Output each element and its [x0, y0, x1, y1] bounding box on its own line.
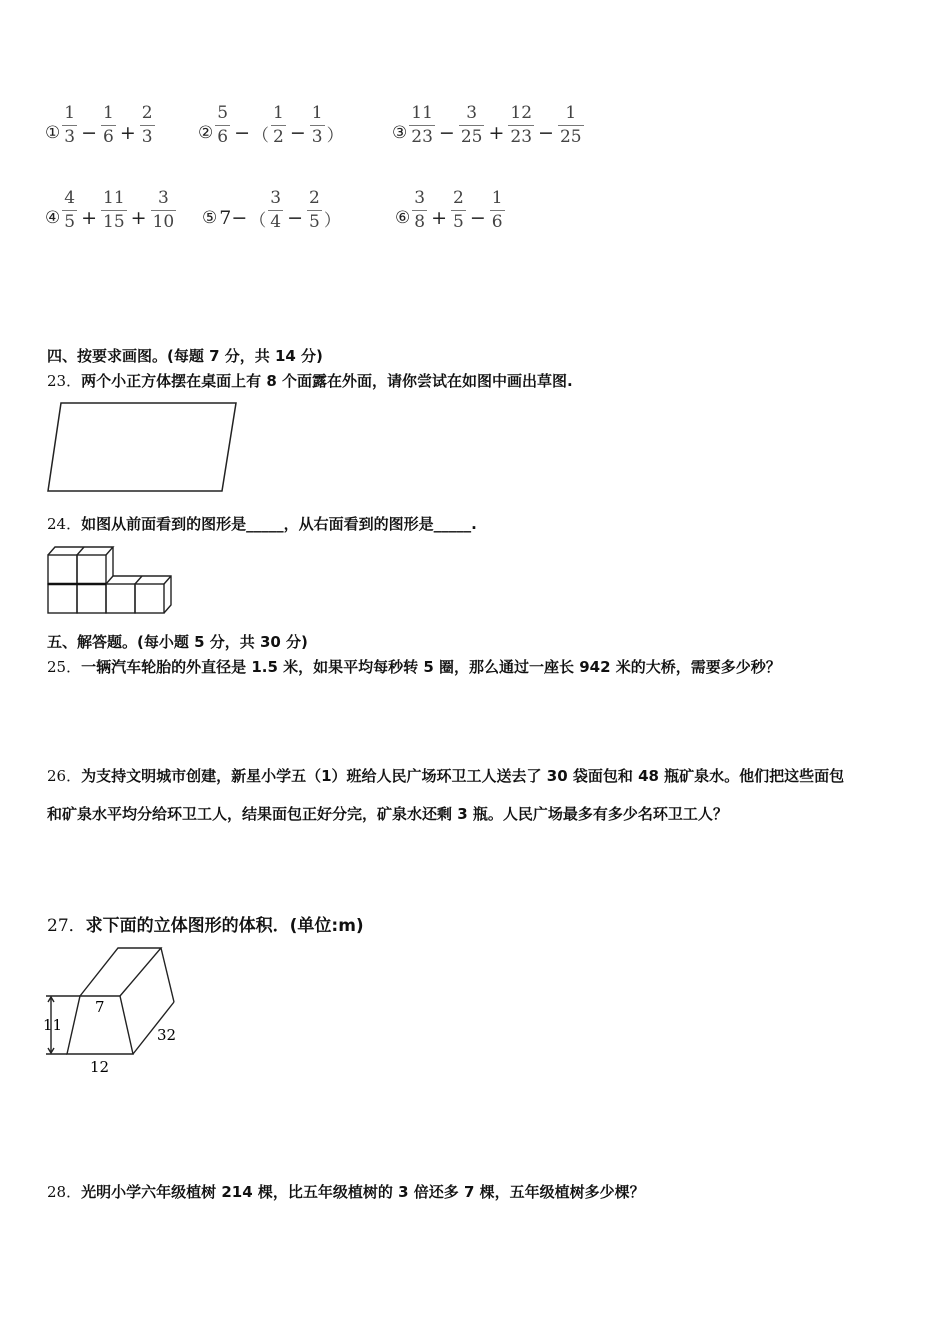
expression-1 — [45, 100, 157, 150]
numerator: 12 — [510, 102, 533, 123]
expression-marker: ⑥ — [395, 208, 411, 228]
denominator: 25 — [559, 126, 582, 147]
question-27 — [47, 911, 364, 936]
fraction — [459, 102, 485, 147]
question-25-text: 一辆汽车轮胎的外直径是 1.5 米，如果平均每秒转 5 圈，那么通过一座长 942 米的大桥，需要多少秒？ — [81, 658, 781, 676]
fraction — [215, 102, 230, 147]
operator: − — [538, 122, 554, 144]
question-28 — [47, 1181, 645, 1202]
expression-2 — [198, 100, 344, 150]
parenthesis: （ — [249, 210, 267, 231]
denominator: 5 — [453, 211, 464, 232]
numerator: 5 — [217, 102, 229, 123]
dimension-top: 7 — [95, 998, 105, 1016]
operator: + — [488, 122, 505, 144]
question-26-line1: 为支持文明城市创建，新星小学五（1）班给人民广场环卫工人送去了 30 袋面包和 48 瓶矿泉水。他们把这些面包 — [81, 767, 845, 785]
question-24-text: 如图从前面看到的图形是_____，从右面看到的图形是_____. — [81, 515, 477, 533]
question-28-number: 28． — [47, 1183, 82, 1201]
operator: 7− — [219, 207, 248, 229]
fraction — [151, 187, 177, 232]
denominator: 3 — [311, 126, 323, 147]
denominator: 6 — [217, 126, 229, 147]
denominator: 5 — [309, 211, 320, 232]
expression-marker: ① — [45, 123, 61, 143]
section-5-title: 五、解答题。(每小题 5 分，共 30 分) — [47, 633, 308, 651]
numerator: 11 — [411, 102, 433, 123]
operator: − — [287, 207, 304, 229]
operator: − — [438, 122, 455, 144]
numerator: 1 — [64, 102, 76, 123]
fraction — [412, 187, 427, 232]
parenthesis: ） — [323, 210, 341, 231]
numerator: 1 — [565, 102, 577, 123]
question-25 — [47, 656, 781, 677]
operator: − — [81, 122, 97, 144]
numerator: 1 — [491, 187, 503, 208]
expression-5 — [202, 185, 341, 235]
numerator: 3 — [157, 187, 169, 208]
denominator: 23 — [411, 126, 433, 147]
expression-3 — [392, 100, 586, 150]
numerator: 1 — [103, 102, 114, 123]
trapezoid-prism-figure — [40, 940, 190, 1075]
denominator: 10 — [152, 211, 175, 232]
parenthesis: ） — [326, 125, 344, 146]
fraction — [271, 102, 286, 147]
fraction — [101, 102, 116, 147]
question-23-number: 23． — [47, 372, 82, 390]
cube-stack-figure — [45, 543, 180, 618]
numerator: 2 — [141, 102, 153, 123]
denominator: 25 — [460, 126, 483, 147]
fraction — [409, 102, 435, 147]
question-28-text: 光明小学六年级植树 214 棵，比五年级植树的 3 倍还多 7 棵，五年级植树多少棵？ — [81, 1183, 645, 1201]
expression-marker: ③ — [392, 123, 408, 143]
operator: + — [431, 207, 447, 229]
fraction — [310, 102, 325, 147]
operator: + — [130, 207, 147, 229]
fraction — [101, 187, 127, 232]
dimension-height: 11 — [43, 1016, 63, 1034]
question-26-number: 26． — [47, 767, 82, 785]
fraction — [558, 102, 584, 147]
fraction — [62, 102, 77, 147]
fraction — [508, 102, 534, 147]
question-24-number: 24． — [47, 515, 82, 533]
expression-marker: ② — [198, 123, 214, 143]
expression-marker: ④ — [45, 208, 61, 228]
operator: − — [289, 122, 306, 144]
question-26-continued — [47, 803, 728, 824]
question-24 — [47, 513, 477, 534]
numerator: 2 — [309, 187, 320, 208]
denominator: 3 — [64, 126, 76, 147]
denominator: 6 — [491, 211, 503, 232]
denominator: 15 — [103, 211, 125, 232]
fraction — [451, 187, 466, 232]
fraction — [307, 187, 322, 232]
dimension-bottom: 12 — [90, 1058, 110, 1075]
numerator: 1 — [273, 102, 284, 123]
question-27-number: 27． — [47, 916, 86, 936]
operator: − — [234, 122, 250, 144]
question-26-line2: 和矿泉水平均分给环卫工人，结果面包正好分完，矿泉水还剩 3 瓶。人民广场最多有多少名环卫工人？ — [47, 805, 728, 823]
numerator: 3 — [270, 187, 282, 208]
denominator: 6 — [103, 126, 114, 147]
denominator: 4 — [270, 211, 282, 232]
question-23 — [47, 370, 573, 391]
operator: − — [469, 207, 486, 229]
numerator: 11 — [103, 187, 125, 208]
dimension-length: 32 — [157, 1026, 177, 1044]
numerator: 3 — [414, 187, 426, 208]
denominator: 2 — [273, 126, 284, 147]
fraction — [140, 102, 155, 147]
parallelogram-figure — [45, 400, 245, 500]
question-23-text: 两个小正方体摆在桌面上有 8 个面露在外面，请你尝试在如图中画出草图. — [81, 372, 573, 390]
expression-4 — [45, 185, 178, 235]
operator: + — [119, 122, 136, 144]
section-4-title: 四、按要求画图。(每题 7 分，共 14 分) — [47, 347, 323, 365]
expression-6 — [395, 185, 507, 235]
parenthesis: （ — [252, 125, 269, 146]
denominator: 5 — [64, 211, 76, 232]
fraction — [268, 187, 283, 232]
denominator: 3 — [141, 126, 153, 147]
numerator: 4 — [64, 187, 76, 208]
fraction — [62, 187, 77, 232]
question-26 — [47, 765, 844, 786]
question-25-number: 25． — [47, 658, 82, 676]
denominator: 8 — [414, 211, 426, 232]
question-27-text: 求下面的立体图形的体积．(单位:m) — [85, 916, 364, 936]
expression-marker: ⑤ — [202, 208, 218, 228]
numerator: 1 — [311, 102, 323, 123]
numerator: 2 — [453, 187, 464, 208]
denominator: 23 — [510, 126, 533, 147]
operator: + — [81, 207, 97, 229]
fraction — [490, 187, 505, 232]
numerator: 3 — [466, 102, 478, 123]
